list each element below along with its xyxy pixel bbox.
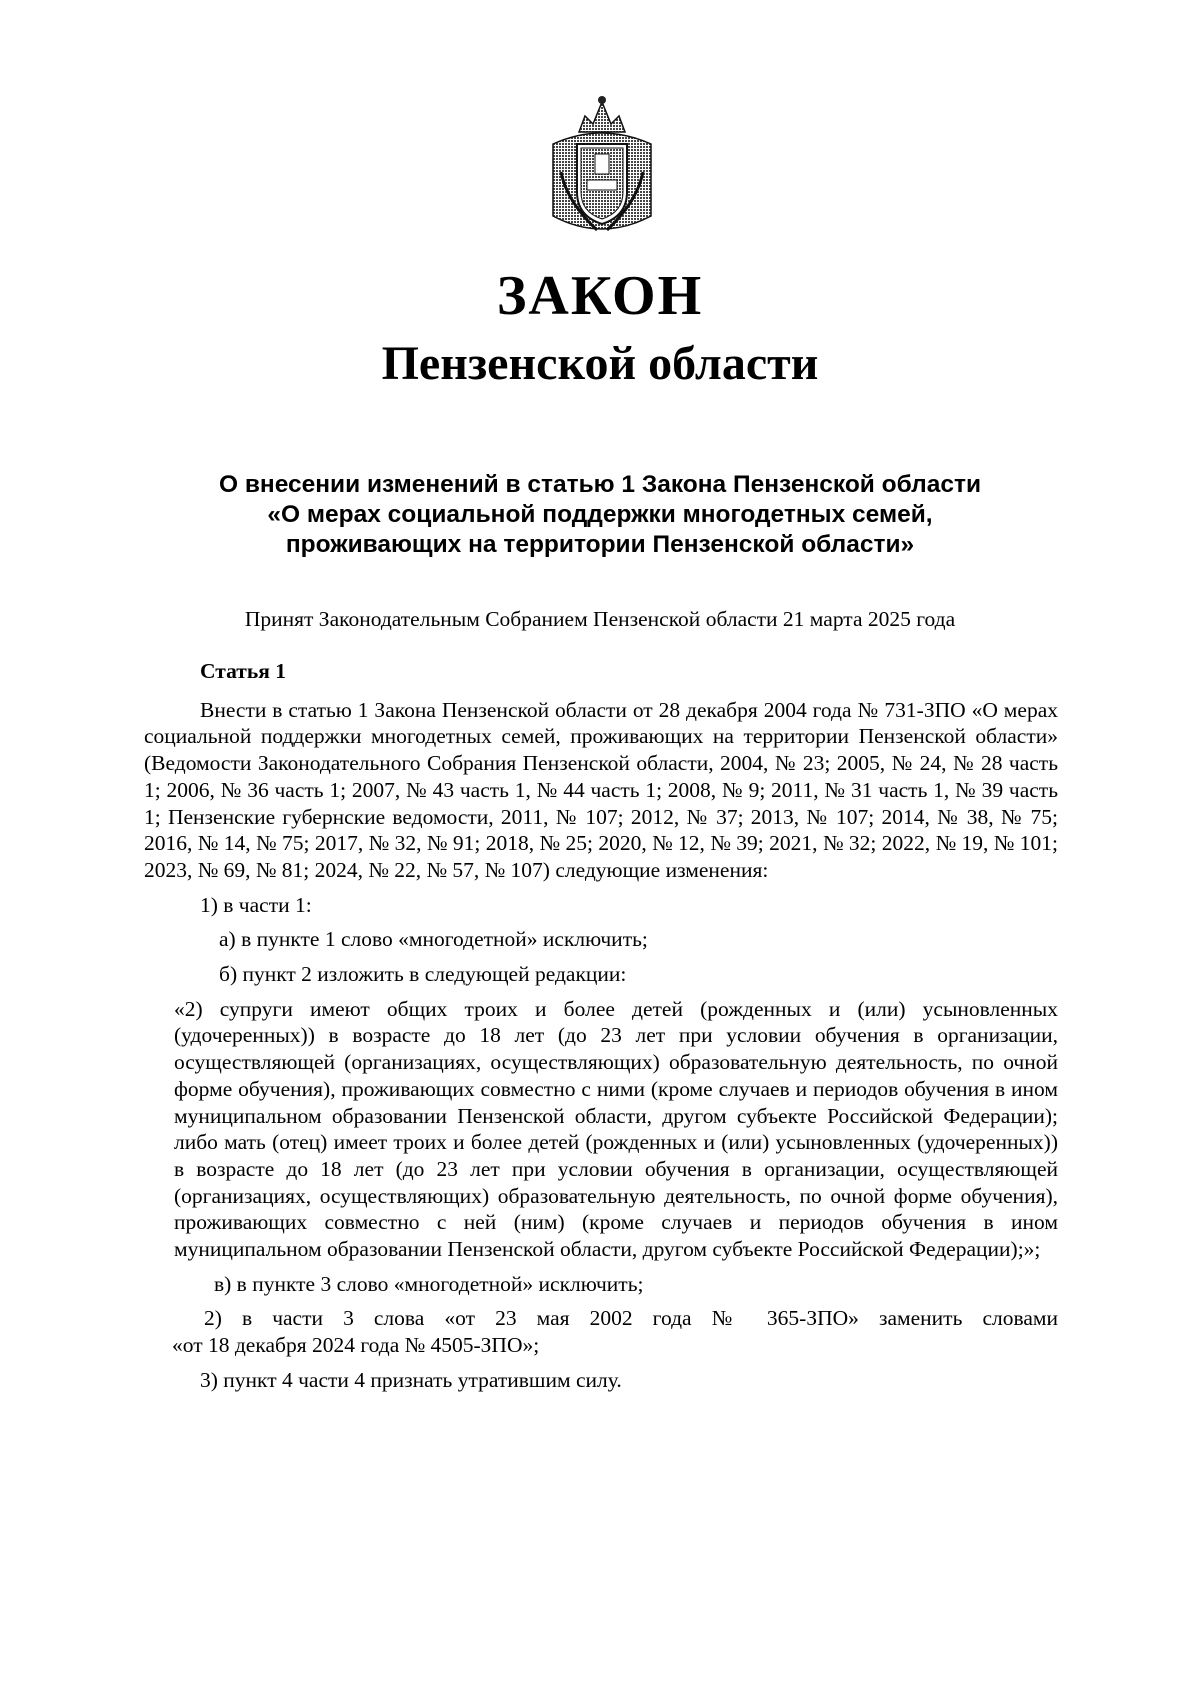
document-region: Пензенской области	[381, 337, 819, 390]
coat-of-arms-icon	[541, 92, 663, 240]
document-title: ЗАКОН	[496, 265, 704, 327]
item-1b: б) пункт 2 изложить в следующей редакции:	[219, 962, 627, 987]
law-subject-line: «О мерах социальной поддержки многодетных семей,	[267, 501, 933, 528]
adoption-statement: Принят Законодательным Собранием Пензенской области 21 марта 2025 года	[244, 607, 956, 631]
item-2-line: 2) в части 3 слова «от 23 мая 2002 года № 365-ЗПО» заменить словами	[204, 1306, 1058, 1331]
item-2	[172, 1305, 1058, 1358]
article-heading: Статья 1	[200, 659, 286, 683]
new-point-2-quote: «2) супруги имеют общих троих и более детей (рожденных и (или) усыновленных (удочеренных)) в возрасте до 18 лет (до 23 лет при условии обучения в организации, осуществляющей (организациях, осуществляющих) образовательную деятельность, по очной форме обучения), проживающих совместно с ними (кроме случаев и периодов обучения в ином муниципальном образовании Пензенской области, другом субъекте Российской Федерации); либо мать (отец) имеет троих и более детей (рожденных и (или) усыновленных (удочеренных)) в возрасте до 18 лет (до 23 лет при условии обучения в организации, осуществляющей (организациях, осуществляющих) образовательную деятельность, по очной форме обучения), проживающих совместно с ней (ним) (кроме случаев и периодов обучения в ином муниципальном образовании Пензенской области, другом субъекте Российской Федерации);»;	[174, 996, 1058, 1262]
law-subject	[140, 470, 1060, 560]
item-3: 3) пункт 4 части 4 признать утратившим силу.	[200, 1367, 622, 1392]
item-1a: а) в пункте 1 слово «многодетной» исключить;	[219, 927, 648, 952]
item-2-line: «от 18 декабря 2024 года № 4505-ЗПО»;	[172, 1333, 540, 1358]
article-body	[144, 658, 1058, 1402]
item-1c: в) в пункте 3 слово «многодетной» исключить;	[214, 1271, 644, 1296]
law-subject-line: О внесении изменений в статью 1 Закона Пензенской области	[218, 471, 982, 498]
article-intro: Внести в статью 1 Закона Пензенской области от 28 декабря 2004 года № 731-ЗПО «О мерах социальной поддержки многодетных семей, проживающих на территории Пензенской области» (Ведомости Законодательного Собрания Пензенской области, 2004, № 23; 2005, № 24, № 28 часть 1; 2006, № 36 часть 1; 2007, № 43 часть 1, № 44 часть 1; 2008, № 9; 2011, № 31 часть 1, № 39 часть 1; Пензенские губернские ведомости, 2011, № 107; 2012, № 37; 2013, № 107; 2014, № 38, № 75; 2016, № 14, № 75; 2017, № 32, № 91; 2018, № 25; 2020, № 12, № 39; 2021, № 32; 2022, № 19, № 101; 2023, № 69, № 81; 2024, № 22, № 57, № 107) следующие изменения:	[144, 697, 1058, 882]
item-1: 1) в части 1:	[200, 892, 312, 917]
law-subject-line: проживающих на территории Пензенской области»	[285, 531, 915, 558]
